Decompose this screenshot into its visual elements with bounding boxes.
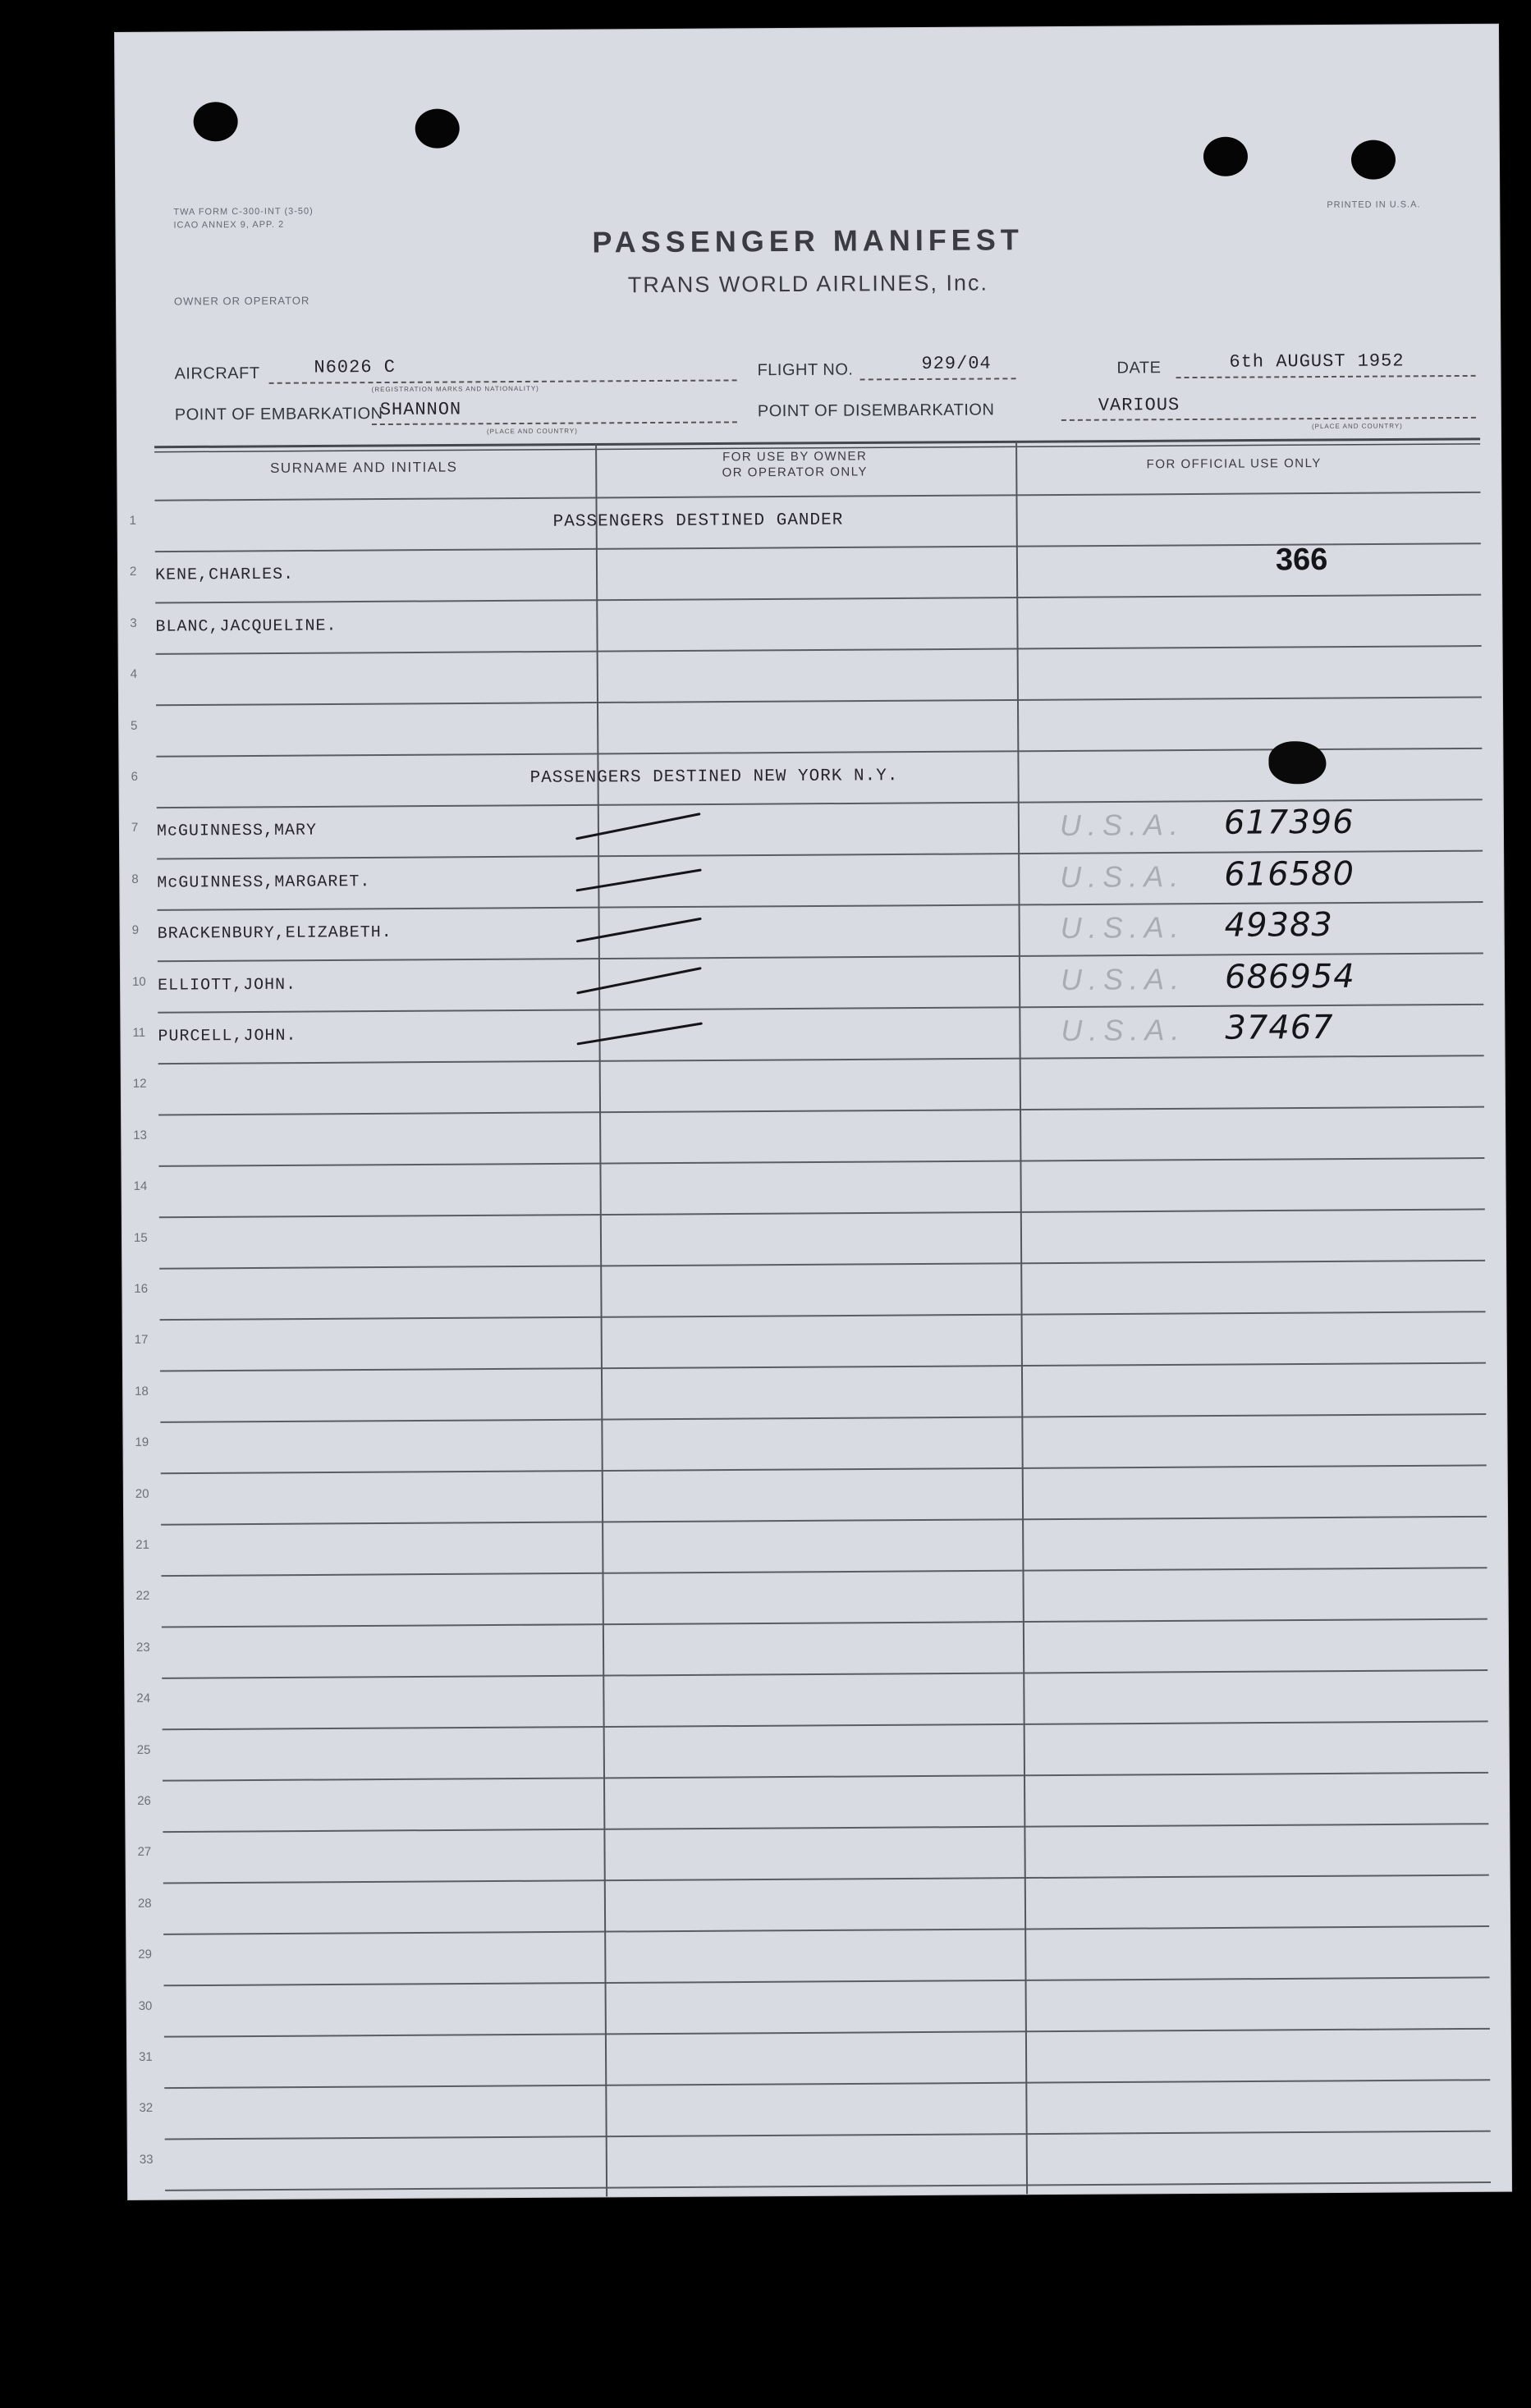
official-prefix: U.S.A. [1060,961,1186,996]
row-rule [161,1517,1487,1525]
row-number: 13 [133,1128,147,1142]
row-number: 27 [137,1845,152,1860]
official-prefix: U.S.A. [1059,808,1185,843]
row-number: 23 [135,1640,150,1655]
manifest-grid [115,25,1511,2200]
row-number: 24 [136,1691,151,1706]
row-number: 31 [139,2049,153,2064]
section-heading: PASSENGERS DESTINED NEW YORK N.Y. [529,767,899,788]
aircraft-label: AIRCRAFT [174,364,260,383]
passenger-name: ELLIOTT,JOHN. [158,975,297,996]
row-number: 10 [132,974,146,989]
row-rule [161,1568,1487,1576]
date-value: 6th AUGUST 1952 [1229,350,1405,373]
disembarkation-caption: (PLACE AND COUNTRY) [1311,422,1403,431]
row-rule [163,1926,1489,1934]
column-divider [1016,442,1027,2200]
flight-value: 929/04 [921,353,992,375]
passenger-name: PURCELL,JOHN. [158,1026,297,1046]
owner-operator-label: OWNER OR OPERATOR [173,294,310,308]
row-number: 2 [129,565,137,579]
row-number: 14 [133,1179,148,1194]
official-entry [1060,906,1414,951]
owner-use-line-1: FOR USE BY OWNER [722,449,868,465]
row-rule [161,1465,1487,1473]
row-number: 17 [134,1333,149,1348]
row-rule [162,1670,1487,1678]
row-number: 9 [131,923,140,938]
row-number: 12 [132,1077,147,1092]
row-number: 6 [131,769,138,784]
row-rule [163,1773,1488,1781]
date-label: DATE [1116,359,1162,378]
row-rule [156,697,1482,705]
official-prefix: U.S.A. [1061,1013,1186,1047]
section-heading: PASSENGERS DESTINED GANDER [552,510,844,532]
header-top-rule [154,439,1480,447]
column-header-official: FOR OFFICIAL USE ONLY [1146,456,1322,472]
disembarkation-value: VARIOUS [1098,395,1180,416]
official-prefix: U.S.A. [1060,858,1185,894]
row-rule [160,1414,1486,1422]
official-number: 37467 [1225,1008,1334,1047]
row-number: 25 [136,1742,151,1757]
row-rule [160,1363,1486,1371]
embarkation-label: POINT OF EMBARKATION [174,405,383,424]
row-number: 20 [135,1486,149,1501]
official-number: 616580 [1224,854,1355,894]
passenger-name: KENE,CHARLES. [154,565,295,586]
official-number: 686954 [1224,957,1355,996]
row-rule [159,1209,1485,1217]
column-divider [596,444,607,2200]
row-number: 33 [139,2152,154,2167]
form-code: TWA FORM C-300-INT (3-50) [173,206,314,217]
official-entry [1060,854,1413,900]
row-rule [163,1875,1489,1884]
row-rule [165,2182,1491,2191]
row-number: 21 [135,1537,149,1552]
disembarkation-label: POINT OF DISEMBARKATION [757,401,995,421]
passenger-name: BRACKENBURY,ELIZABETH. [157,923,392,944]
owner-use-line-2: OR OPERATOR ONLY [722,465,869,480]
row-number: 29 [138,1947,153,1962]
row-rule [155,595,1481,603]
icao-annex: ICAO ANNEX 9, APP. 2 [173,219,285,231]
official-entry [1059,803,1413,849]
row-rule [156,646,1482,654]
official-entry [1060,957,1414,1002]
row-rule [164,2080,1490,2088]
page-title: PASSENGER MANIFEST [592,222,1024,259]
row-rule [158,1107,1484,1115]
embarkation-value: SHANNON [379,399,462,421]
official-number: 617396 [1223,803,1355,843]
row-number: 16 [134,1281,149,1296]
row-rule [163,1721,1488,1729]
row-number: 32 [139,2101,154,2116]
official-stamp-number: 366 [1275,542,1328,578]
official-prefix: U.S.A. [1060,910,1185,945]
official-entry [1061,1008,1414,1053]
row-number: 3 [130,616,137,630]
row-number: 5 [131,718,138,733]
column-header-owner-use [589,447,1000,481]
row-number: 15 [133,1230,148,1245]
column-header-surname: SURNAME AND INITIALS [269,459,458,476]
passenger-name: McGUINNESS,MARGARET. [157,872,371,893]
row-number: 8 [131,872,139,886]
row-rule [163,1824,1488,1832]
airline-name: TRANS WORLD AIRLINES, Inc. [627,270,989,298]
row-rule [164,1977,1490,1985]
row-number: 11 [132,1025,146,1040]
row-rule [158,1055,1484,1064]
row-number: 4 [130,667,138,682]
row-number: 18 [135,1384,149,1399]
row-number: 1 [129,513,137,528]
row-number: 26 [137,1793,151,1808]
printed-in: PRINTED IN U.S.A. [1327,199,1421,210]
row-rule [165,2131,1491,2140]
manifest-sheet [115,25,1511,2200]
embarkation-caption: (PLACE AND COUNTRY) [486,427,578,436]
row-number: 7 [131,821,139,835]
row-rule [162,1619,1487,1627]
row-rule [160,1312,1486,1320]
passenger-name: McGUINNESS,MARY [156,821,318,842]
row-number: 30 [138,1998,153,2013]
aircraft-caption: (REGISTRATION MARKS AND NATIONALITY) [371,384,539,394]
row-rule [158,1158,1484,1166]
official-number: 49383 [1224,906,1334,945]
aircraft-value: N6026 C [314,356,396,378]
row-rule [154,492,1480,501]
passenger-name: BLANC,JACQUELINE. [155,616,337,637]
row-rule [164,2029,1490,2037]
ink-blot [1268,741,1326,784]
row-number: 22 [135,1589,150,1604]
row-number: 28 [137,1896,152,1911]
row-number: 19 [135,1435,149,1450]
row-rule [159,1261,1485,1269]
flight-label: FLIGHT NO. [757,360,854,380]
